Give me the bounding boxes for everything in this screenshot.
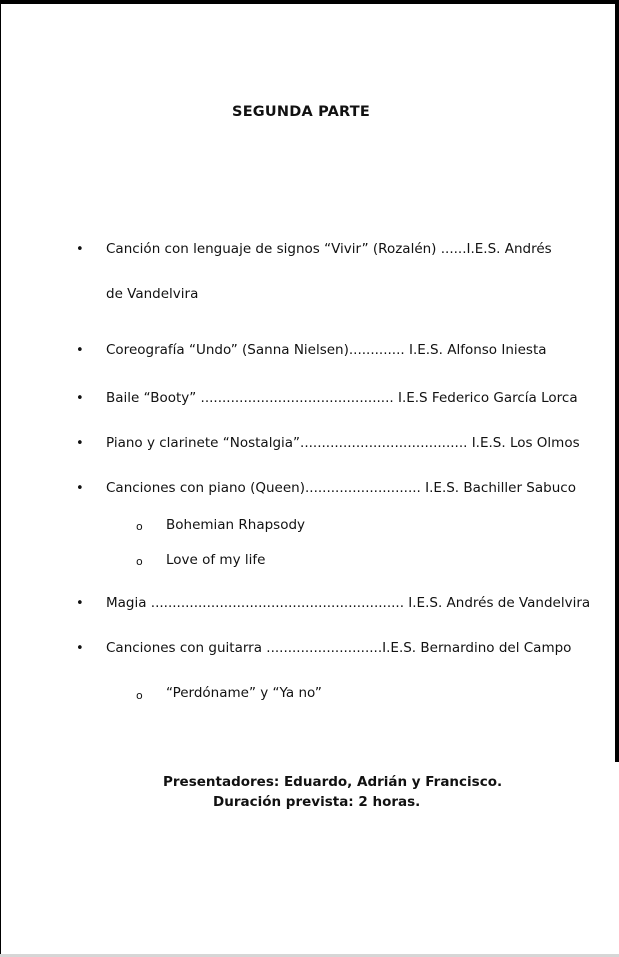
- list-item-line: de Vandelvira: [106, 286, 199, 302]
- bullet-icon: •: [76, 596, 84, 611]
- bullet-icon: •: [76, 641, 84, 656]
- sub-bullet-icon: o: [136, 555, 143, 568]
- list-item-line: Canción con lenguaje de signos “Vivir” (Rozalén) ......I.E.S. Andrés: [106, 241, 552, 257]
- list-item: Canciones con guitarra ...........................I.E.S. Bernardino del Campo: [106, 640, 572, 656]
- page-border-right: [615, 0, 619, 762]
- list-item: Baile “Booty” ............................................. I.E.S Federico García Lorca: [106, 390, 578, 406]
- sub-list-item: “Perdóname” y “Ya no”: [166, 685, 322, 701]
- page-border-left: [0, 0, 1, 957]
- bullet-icon: •: [76, 391, 84, 406]
- bullet-icon: •: [76, 242, 84, 257]
- list-item: Magia ........................................................... I.E.S. Andrés de Vandelvira: [106, 595, 591, 611]
- list-item: Canciones con piano (Queen)........................... I.E.S. Bachiller Sabuco: [106, 480, 576, 496]
- bullet-icon: •: [76, 343, 84, 358]
- list-item: Piano y clarinete “Nostalgia”....................................... I.E.S. Los Olmos: [106, 435, 580, 451]
- presenters-line: Presentadores: Eduardo, Adrián y Francisco.: [163, 774, 503, 790]
- sub-bullet-icon: o: [136, 689, 143, 702]
- page-title: SEGUNDA PARTE: [232, 104, 370, 120]
- duration-line: Duración prevista: 2 horas.: [213, 794, 421, 810]
- list-item: Coreografía “Undo” (Sanna Nielsen)............. I.E.S. Alfonso Iniesta: [106, 342, 547, 358]
- page-border-top: [0, 0, 619, 4]
- bullet-icon: •: [76, 436, 84, 451]
- sub-list-item: Love of my life: [166, 552, 266, 568]
- sub-list-item: Bohemian Rhapsody: [166, 517, 306, 533]
- bullet-icon: •: [76, 481, 84, 496]
- sub-bullet-icon: o: [136, 520, 143, 533]
